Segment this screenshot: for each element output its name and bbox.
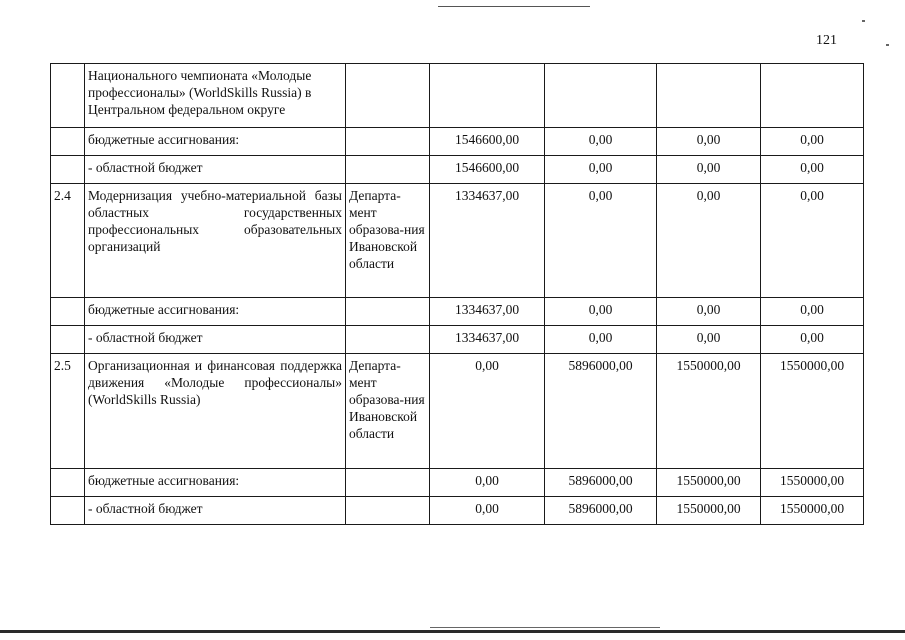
cell-name: бюджетные ассигнования: — [85, 298, 346, 326]
cell-value: 1334637,00 — [430, 298, 545, 326]
cell-name: бюджетные ассигнования: — [85, 469, 346, 497]
cell-value: 5896000,00 — [545, 354, 657, 469]
cell-executor — [346, 156, 430, 184]
cell-value: 0,00 — [545, 298, 657, 326]
table-row — [51, 298, 864, 326]
cell-value: 1550000,00 — [657, 497, 761, 525]
table-row — [51, 128, 864, 156]
cell-value: 1334637,00 — [430, 184, 545, 298]
page-number: 121 — [816, 33, 837, 48]
table-row — [51, 64, 864, 128]
cell-value: 0,00 — [657, 128, 761, 156]
cell-value: 0,00 — [761, 326, 864, 354]
cell-value — [657, 64, 761, 128]
table-row — [51, 156, 864, 184]
cell-executor — [346, 469, 430, 497]
cell-value: 0,00 — [545, 128, 657, 156]
cell-value: 0,00 — [430, 469, 545, 497]
cell-name: бюджетные ассигнования: — [85, 128, 346, 156]
cell-value: 1550000,00 — [761, 354, 864, 469]
cell-value: 0,00 — [545, 326, 657, 354]
cell-executor — [346, 64, 430, 128]
cell-value: 0,00 — [761, 184, 864, 298]
cell-executor: Департа-мент образова-ния Ивановской области — [346, 354, 430, 469]
table-row — [51, 326, 864, 354]
cell-value: 5896000,00 — [545, 469, 657, 497]
top-rule — [438, 6, 590, 7]
cell-name: - областной бюджет — [85, 497, 346, 525]
cell-value: 0,00 — [657, 298, 761, 326]
table-row — [51, 184, 864, 298]
cell-value: 0,00 — [545, 184, 657, 298]
cell-value: 1546600,00 — [430, 156, 545, 184]
cell-value — [430, 64, 545, 128]
cell-executor — [346, 128, 430, 156]
cell-value: 0,00 — [430, 497, 545, 525]
cell-number — [51, 326, 85, 354]
cell-number — [51, 497, 85, 525]
scan-speck — [886, 44, 889, 46]
cell-value: 1550000,00 — [761, 469, 864, 497]
cell-executor — [346, 326, 430, 354]
cell-value: 1550000,00 — [657, 469, 761, 497]
cell-value: 0,00 — [657, 156, 761, 184]
cell-value: 5896000,00 — [545, 497, 657, 525]
cell-name: Модернизация учебно-материальной базы областных государственных профессиональных образовательных организаций — [85, 184, 346, 298]
cell-number: 2.5 — [51, 354, 85, 469]
cell-name: Национального чемпионата «Молодые профессионалы» (WorldSkills Russia) в Центральном федеральном округе — [85, 64, 346, 128]
cell-name: Организационная и финансовая поддержка движения «Молодые профессионалы» (WorldSkills Russia) — [85, 354, 346, 469]
cell-value: 1550000,00 — [657, 354, 761, 469]
cell-value: 0,00 — [657, 184, 761, 298]
cell-number — [51, 298, 85, 326]
cell-value: 0,00 — [430, 354, 545, 469]
cell-name: - областной бюджет — [85, 156, 346, 184]
cell-value: 0,00 — [761, 298, 864, 326]
cell-value: 0,00 — [545, 156, 657, 184]
cell-value: 1550000,00 — [761, 497, 864, 525]
bottom-rule-thin — [430, 627, 660, 628]
cell-number — [51, 128, 85, 156]
cell-value: 1334637,00 — [430, 326, 545, 354]
cell-value: 0,00 — [761, 128, 864, 156]
cell-executor — [346, 497, 430, 525]
cell-name: - областной бюджет — [85, 326, 346, 354]
table-row — [51, 354, 864, 469]
bottom-rule — [0, 630, 905, 633]
cell-executor: Департа-мент образова-ния Ивановской области — [346, 184, 430, 298]
budget-table — [50, 63, 864, 525]
cell-value — [545, 64, 657, 128]
cell-value — [761, 64, 864, 128]
cell-number: 2.4 — [51, 184, 85, 298]
cell-executor — [346, 298, 430, 326]
cell-value: 1546600,00 — [430, 128, 545, 156]
cell-number — [51, 156, 85, 184]
cell-number — [51, 469, 85, 497]
scan-speck — [862, 20, 865, 22]
cell-value: 0,00 — [761, 156, 864, 184]
cell-number — [51, 64, 85, 128]
table-row — [51, 497, 864, 525]
table-row — [51, 469, 864, 497]
cell-value: 0,00 — [657, 326, 761, 354]
